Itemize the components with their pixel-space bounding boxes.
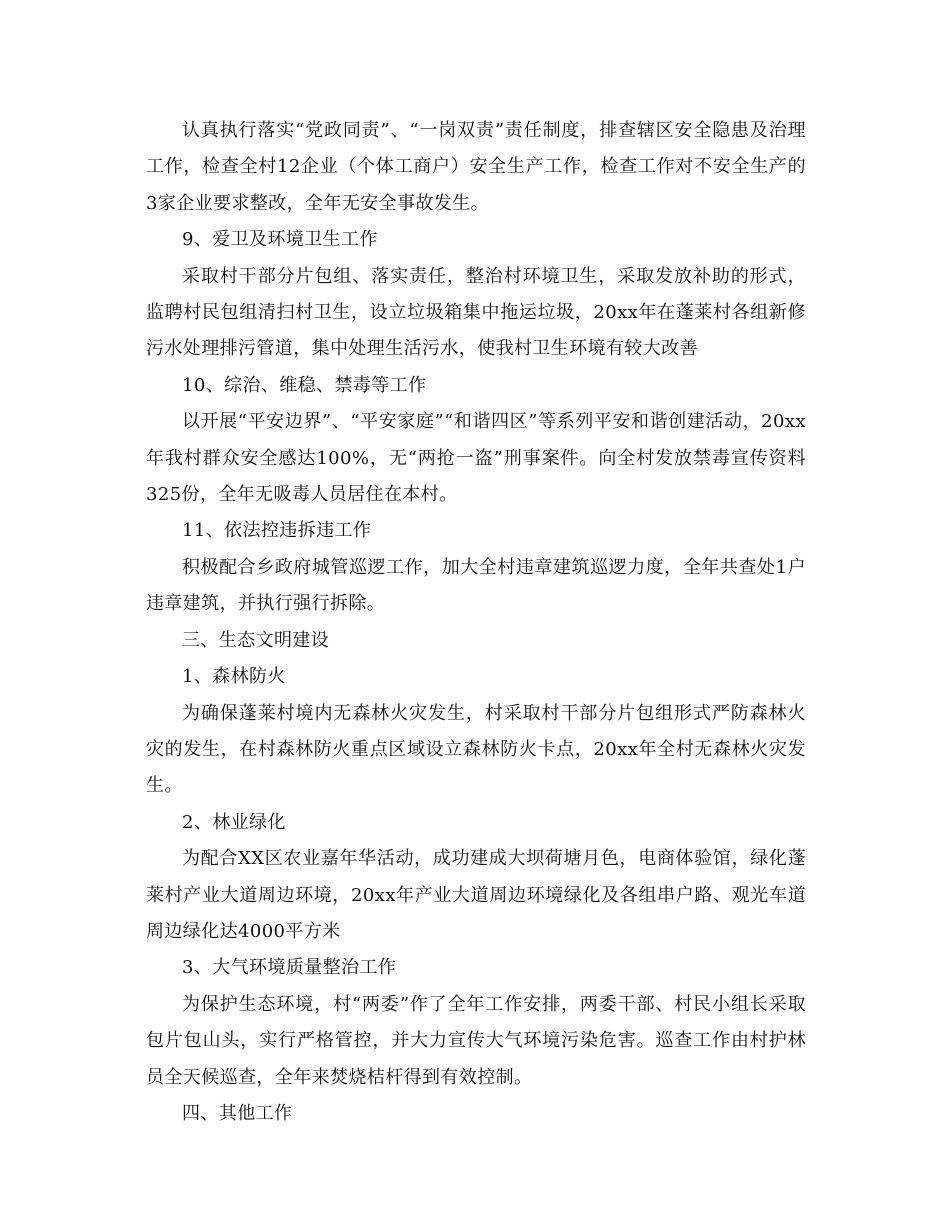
- heading-forest-fire: 1、森林防火: [182, 666, 286, 688]
- heading-ecological-civilization: 三、生态文明建设: [182, 629, 330, 651]
- paragraph-safety-production: 认真执行落实“党政同责”、“一岗双责”责任制度，排查辖区安全隐患及治理工作，检查全村12企业（个体工商户）安全生产工作，检查工作对不安全生产的3家企业要求整改，全年无安全事故发生。: [146, 120, 806, 214]
- paragraph-air-quality: 为保护生态环境，村“两委”作了全年工作安排，两委干部、村民小组长采取包片包山头，实行严格管控，并大力宣传大气环境污染危害。巡查工作由村护林员全天候巡查，全年来焚烧桔杆得到有效控制。: [146, 993, 806, 1088]
- heading-air-quality: 3、大气环境质量整治工作: [182, 957, 397, 979]
- heading-other-work: 四、其他工作: [182, 1102, 293, 1124]
- heading-sanitation: 9、爱卫及环境卫生工作: [182, 229, 378, 251]
- heading-public-security: 10、综治、维稳、禁毒等工作: [182, 374, 427, 396]
- paragraph-forest-fire: 为确保蓬莱村境内无森林火灾发生，村采取村干部分片包组形式严防森林火灾的发生，在村森林防火重点区域设立森林防火卡点，20xx年全村无森林火灾发生。: [146, 702, 806, 797]
- paragraph-sanitation: 采取村干部分片包组、落实责任，整治村环境卫生，采取发放补助的形式，监聘村民包组清扫村卫生，设立垃圾箱集中拖运垃圾，20xx年在蓬莱村各组新修污水处理排污管道，集中处理生活污水，使我村卫生环境有较大改善: [146, 265, 806, 360]
- paragraph-greening: 为配合XX区农业嘉年华活动，成功建成大坝荷塘月色，电商体验馆，绿化蓬莱村产业大道周边环境，20xx年产业大道周边环境绿化及各组串户路、观光车道周边绿化达4000平方米: [146, 848, 806, 942]
- document-body: [146, 113, 806, 1132]
- paragraph-public-security: 以开展“平安边界”、“平安家庭”“和谐四区”等系列平安和谐创建活动，20xx年我村群众安全感达100%，无“两抢一盗”刑事案件。向全村发放禁毒宣传资料325份，全年无吸毒人员居住在本村。: [146, 411, 806, 506]
- paragraph-illegal-construction: 积极配合乡政府城管巡逻工作，加大全村违章建筑巡逻力度，全年共查处1户违章建筑，并执行强行拆除。: [146, 556, 806, 615]
- heading-illegal-construction: 11、依法控违拆违工作: [182, 520, 372, 542]
- heading-greening: 2、林业绿化: [182, 811, 286, 833]
